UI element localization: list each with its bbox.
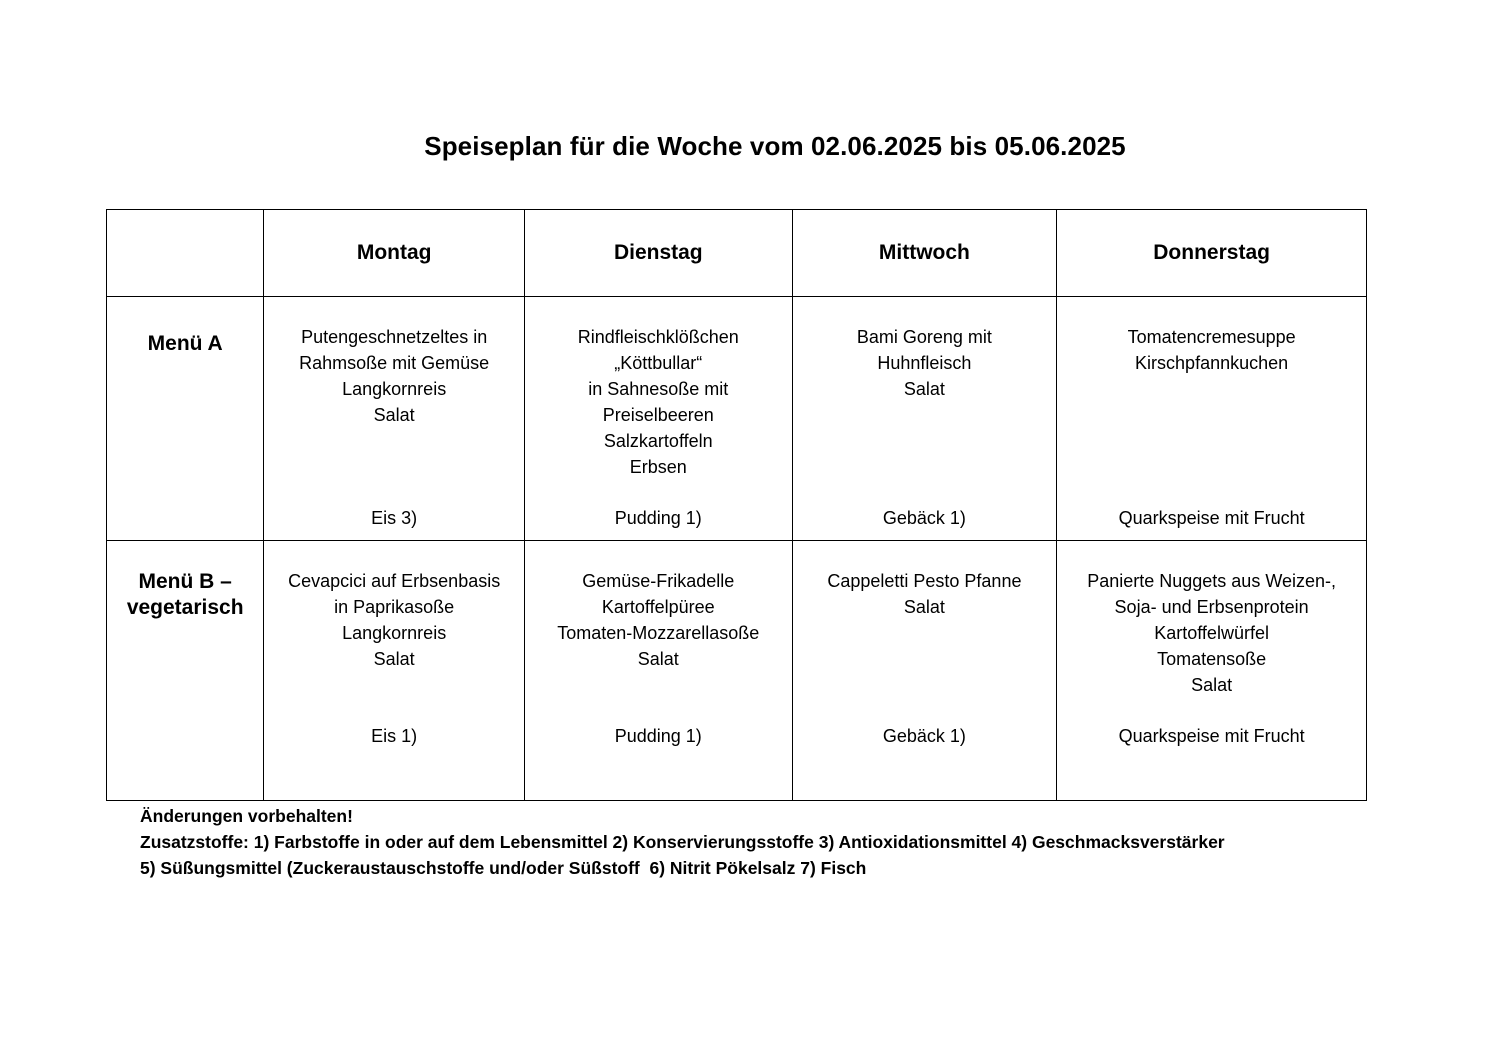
dish-line: Kartoffelpüree [601,597,715,617]
dessert: Quarkspeise mit Frucht [1118,726,1305,746]
dessert: Gebäck 1) [882,726,966,746]
meal-cell [792,297,1057,541]
row-label-menu-a [107,297,264,541]
dish-line: in Paprikasoße [334,597,455,617]
dish-line: Rindfleischklößchen [577,327,739,347]
dish-line: Salzkartoffeln [603,431,713,451]
dish-line: Cevapcici auf Erbsenbasis [288,571,501,591]
corner-cell [107,210,264,297]
row-label-line: Menü A [147,332,223,355]
dish-line: Langkornreis [342,379,447,399]
dish-line: Preiselbeeren [602,405,714,425]
dish-line: Salat [903,597,945,617]
page-title: Speiseplan für die Woche vom 02.06.2025 bis 05.06.2025 [424,131,1126,161]
dish-line: Kartoffelwürfel [1154,623,1269,643]
footer-notes [140,803,1225,881]
dessert: Gebäck 1) [882,508,966,528]
dish-line: Tomaten-Mozzarellasoße [557,623,760,643]
dish-line: Salat [373,405,415,425]
dish-line: Huhnfleisch [877,353,972,373]
dish-line: Panierte Nuggets aus Weizen-, [1087,571,1337,591]
table-header-row [107,210,1367,297]
dish-line: Soja- und Erbsenprotein [1114,597,1309,617]
meal-cell [524,297,792,541]
dessert: Pudding 1) [614,726,702,746]
row-label-menu-b [107,541,264,801]
dish-line: in Sahnesoße mit [588,379,729,399]
dish-line: Tomatensoße [1157,649,1267,669]
dish-line: Tomatencremesuppe [1127,327,1296,347]
additives-line: Zusatzstoffe: 1) Farbstoffe in oder auf dem Lebensmittel 2) Konservierungsstoffe 3) Antioxidationsmittel 4) Geschmacksverstärker [140,832,1225,852]
additives-line: 5) Süßungsmittel (Zuckeraustauschstoffe und/oder Süßstoff 6) Nitrit Pökelsalz 7) Fisch [140,858,867,878]
day-header: Mittwoch [792,210,1057,297]
dessert: Quarkspeise mit Frucht [1118,508,1305,528]
meal-cell [264,297,525,541]
table-row-menu-b [107,541,1367,801]
dish-line: „Köttbullar“ [614,353,703,373]
dish-line: Kirschpfannkuchen [1135,353,1289,373]
row-label-line: Menü B – [138,570,232,593]
menu-table [106,209,1367,801]
row-label-line: vegetarisch [126,596,244,619]
dessert: Eis 3) [371,508,418,528]
dessert: Eis 1) [371,726,418,746]
dessert: Pudding 1) [614,508,702,528]
meal-cell [1057,541,1367,801]
day-header: Dienstag [524,210,792,297]
changes-notice: Änderungen vorbehalten! [140,806,353,826]
dish-line: Rahmsoße mit Gemüse [299,353,490,373]
meal-cell [264,541,525,801]
meal-cell [1057,297,1367,541]
dish-line: Bami Goreng mit [856,327,992,347]
dish-line: Erbsen [629,457,687,477]
meal-cell [792,541,1057,801]
meal-cell [524,541,792,801]
dish-line: Langkornreis [342,623,447,643]
day-header: Montag [264,210,525,297]
day-header: Donnerstag [1057,210,1367,297]
dish-line: Gemüse-Frikadelle [582,571,735,591]
dish-line: Salat [903,379,945,399]
dish-line: Cappeletti Pesto Pfanne [827,571,1022,591]
dish-line: Salat [373,649,415,669]
dish-line: Salat [637,649,679,669]
dish-line: Salat [1191,675,1233,695]
table-row-menu-a [107,297,1367,541]
dish-line: Putengeschnetzeltes in [301,327,488,347]
